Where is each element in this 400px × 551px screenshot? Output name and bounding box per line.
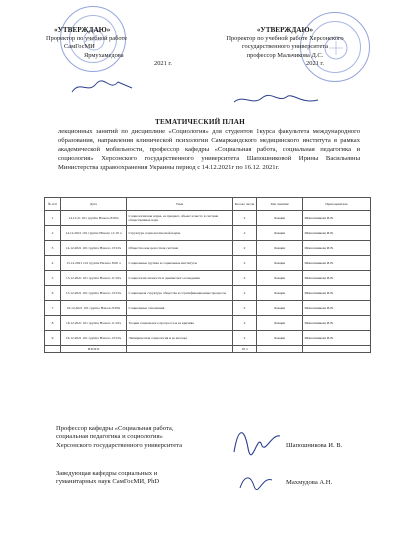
table-row [45,271,371,286]
header-topic: Тема [127,198,233,211]
row-number: 2 [45,226,61,241]
total-label: ИТОГО [61,346,127,353]
approval-right-date: 2021 г. [306,59,324,67]
row-hours: 2 [233,331,257,346]
row-topic: Социология личности и девиантного поведения [127,271,233,286]
row-hours: 2 [233,226,257,241]
row-date: 16.12.2021 101 группа Начало 13:10ч [61,331,127,346]
row-teacher: Шапошникова И.В. [303,316,371,331]
row-type: Лекция [257,241,303,256]
row-topic: Эмпирическая социология и ее методы [127,331,233,346]
head-title-line2: гуманитарных наук СамГосМИ, PhD [56,478,160,486]
head-name: Махмудова А.Н. [286,479,333,486]
row-topic: Социология как наука, ее предмет, объект и место в системе общественных наук [127,211,233,226]
row-topic: Структура социологической науки. [127,226,233,241]
header-number: № п/п [45,198,61,211]
professor-name: Шапошникова И. В. [286,442,343,449]
signature-right [232,92,322,108]
approval-left-date: 2021 г. [154,59,172,67]
header-hours: Кол-во часов [233,198,257,211]
row-date: 15.12.2021 101 группа Начало 11:10ч [61,271,127,286]
row-type: Лекция [257,226,303,241]
row-teacher: Шапошникова И.В. [303,286,371,301]
professor-signature-block [56,425,182,450]
approval-left-name: Ярмухамедова [84,51,124,59]
row-number: 3 [45,241,61,256]
table-row [45,226,371,241]
table-row [45,286,371,301]
head-signature-block [56,470,159,487]
row-date: 14.12.21 101 группа Начало 8:00ч [61,211,127,226]
row-number: 9 [45,331,61,346]
total-hours: 18 ч [233,346,257,353]
row-hours: 2 [233,301,257,316]
row-type: Лекция [257,211,303,226]
row-teacher: Шапошникова И.В. [303,271,371,286]
professor-title-line2: социальная педагогика и социология» [56,433,163,441]
approval-right-institute: государственного университета [241,43,329,51]
row-date: 14.12.2021 101 группа Начало 13:10ч [61,241,127,256]
row-type: Лекция [257,256,303,271]
row-hours: 2 [233,271,257,286]
row-teacher: Шапошникова И.В. [303,241,371,256]
table-total-row [45,346,371,353]
approval-left-heading: «УТВЕРЖДАЮ» [54,26,111,34]
approval-right-heading: «УТВЕРЖДАЮ» [256,26,314,34]
row-hours: 2 [233,286,257,301]
table-row [45,316,371,331]
row-teacher: Шапошникова И.В. [303,211,371,226]
row-teacher: Шапошникова И.В. [303,226,371,241]
approval-left-position: Проректор по учебной работе [46,35,128,43]
row-number: 4 [45,256,61,271]
row-type: Лекция [257,301,303,316]
row-hours: 2 [233,241,257,256]
row-number: 6 [45,286,61,301]
row-teacher: Шапошникова И.В. [303,331,371,346]
table-row [45,211,371,226]
table-row [45,256,371,271]
row-topic: Общество как целостная система [127,241,233,256]
row-number: 8 [45,316,61,331]
table-row [45,331,371,346]
row-topic: Социальные группы и социальные институты [127,256,233,271]
header-type: Тип занятия [257,198,303,211]
header-teacher: Преподаватель [303,198,371,211]
row-date: 16.12.2021 101 группа Начало 11:10ч [61,316,127,331]
approval-left-institute: СамГосМИ [64,43,95,51]
row-date: 16.12.2021 101 группа Начало 8:00ч [61,301,127,316]
row-date: 15.12.2021 101 группа Начало 8:00 ч [61,256,127,271]
head-signature [236,470,276,492]
professor-title-line1: Профессор кафедры «Социальная работа, [56,425,174,432]
row-type: Лекция [257,271,303,286]
table-header-row [45,198,371,211]
row-number: 7 [45,301,61,316]
row-teacher: Шапошникова И.В. [303,256,371,271]
lecture-plan-table [44,197,371,353]
document-intro: лекционных занятий по дисциплине «Социология» для студентов 1курса факультета международного образования, направления клинической психологии Самаркандского медицинского института в рамках академической мобильности, профессор кафедры «Социальная работа, социальная педагогика и социология» Херсонского государственного университета Шапошниковой Ирины Васильевны Министерства здравоохранения Украины период с 14.12.2021г по 16.12. 2021г. [58,128,360,172]
row-number: 1 [45,211,61,226]
row-hours: 2 [233,316,257,331]
signature-left [70,76,140,96]
row-hours: 2 [233,211,257,226]
row-topic: Социальная структура общества и стратификационные процессы [127,286,233,301]
row-topic: Теория социального прогресса и ее критика [127,316,233,331]
header-date: Дата [61,198,127,211]
table-row [45,241,371,256]
professor-signature [228,422,284,456]
row-topic: Социальные отношения [127,301,233,316]
head-title-line1: Заведующая кафедры социальных и [56,470,158,477]
document-title: ТЕМАТИЧЕСКИЙ ПЛАН [155,118,245,126]
table-row [45,301,371,316]
row-type: Лекция [257,316,303,331]
approval-right-position: Проректор по учебной работе Херсонского [226,35,344,43]
approval-block-left [46,26,196,68]
row-date: 15.12.2021 101 группа Начало 13:10ч [61,286,127,301]
professor-title-line3: Херсонского государственного университета [56,441,183,449]
row-date: 14.12.2021 101 группа Начало 11:10 ч [61,226,127,241]
row-type: Лекция [257,286,303,301]
approval-block-right [205,26,365,68]
row-teacher: Шапошникова И.В. [303,301,371,316]
row-number: 5 [45,271,61,286]
row-hours: 2 [233,256,257,271]
approval-right-name: профессор Мальчикова Д.С. [246,51,324,59]
row-type: Лекция [257,331,303,346]
